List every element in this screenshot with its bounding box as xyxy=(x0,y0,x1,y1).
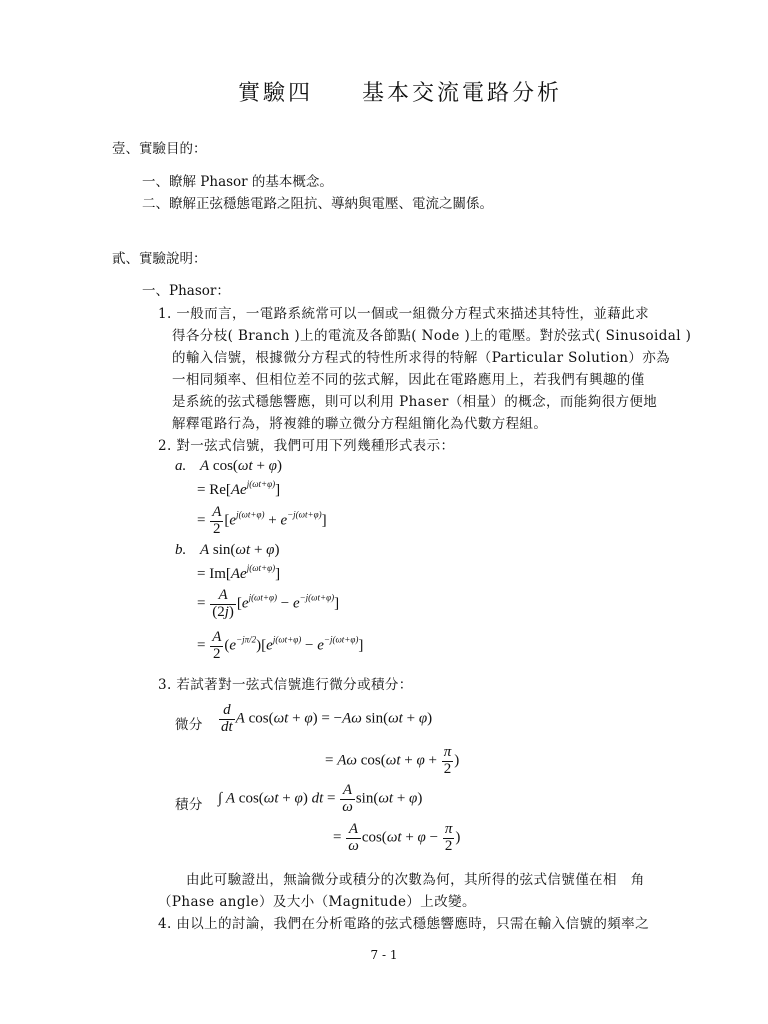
subsection-heading-phasor: 一、Phasor： xyxy=(142,283,230,299)
paragraph-2: 2. 對一弦式信號，我們可用下列幾種形式表示： xyxy=(158,438,455,454)
paragraph-1-line: 的輸入信號，根據微分方程式的特性所求得的特解（Particular Solution）亦為 xyxy=(172,350,671,366)
paragraph-1-line: 得各分枝( Branch )上的電流及各節點( Node )上的電壓。對於弦式( Sinusoidal ) xyxy=(172,328,692,344)
objective-item-2: 二、瞭解正弦穩態電路之阻抗、導納與電壓、電流之關係。 xyxy=(142,196,493,212)
int-label: 積分 xyxy=(175,797,203,813)
int-formula: ∫ A cos(ωt + φ) dt = $\frac{A}{\omega}$ sin(ωt + φ) xyxy=(218,782,423,815)
formula-b-im: = $Im[Ae^{j(\omega t+\varphi)}]$ xyxy=(197,563,281,582)
formula-b-phasor: = $\frac{A}{2}$ $(e^{-j\pi/2})[e^{j(\omega t+\varphi)} - e^{-j(\omega t+\varphi)}]$ xyxy=(197,629,364,662)
paragraph-1-line: 1. 一般而言，一電路系統常可以一個或一組微分方程式來描述其特性，並藉此求 xyxy=(158,306,649,322)
diff-result: = Aω cos(ωt + φ + $\frac{\pi}{2}$ ) xyxy=(325,744,460,777)
formula-a-re: = $Re[Ae^{j(\omega t+\varphi)}]$ xyxy=(197,479,281,498)
section-heading-objectives: 壹、實驗目的： xyxy=(112,141,207,157)
int-result: = $\frac{A}{\omega}$ cos(ωt + φ − $\frac{\pi}{2}$ ) xyxy=(333,821,461,854)
formula-b-expr: A sin(ωt + φ) xyxy=(200,542,280,558)
formula-a-label: a. xyxy=(175,458,187,474)
experiment-title: 基本交流電路分析 xyxy=(362,81,563,106)
paragraph-4: 4. 由以上的討論，我們在分析電路的弦式穩態響應時，只需在輸入信號的頻率之 xyxy=(158,916,649,932)
formula-b-expand: = $\frac{A}{(2j)}$ $[e^{j(\omega t+\varphi)} - e^{-j(\omega t+\varphi)}]$ xyxy=(197,587,340,620)
formula-b-label: b. xyxy=(175,542,187,558)
objective-item-1: 一、瞭解 Phasor 的基本概念。 xyxy=(142,174,333,190)
paragraph-1-line: 一相同頻率、但相位差不同的弦式解，因此在電路應用上，若我們有興趣的僅 xyxy=(172,372,645,388)
diff-label: 微分 xyxy=(175,717,203,733)
page-number: 7 - 1 xyxy=(370,948,398,962)
experiment-number: 實驗四 xyxy=(238,81,314,106)
conclusion-line: （Phase angle）及大小（Magnitude）上改變。 xyxy=(158,894,476,910)
paragraph-3: 3. 若試著對一弦式信號進行微分或積分： xyxy=(158,677,413,693)
conclusion-line: 由此可驗證出，無論微分或積分的次數為何，其所得的弦式信號僅在相 角 xyxy=(186,872,645,888)
paragraph-1-line: 是系統的弦式穩態響應，則可以利用 Phaser（相量）的概念，而能夠很方便地 xyxy=(172,394,658,410)
section-heading-explanation: 貳、實驗說明： xyxy=(112,251,207,267)
diff-formula: $\frac{d}{dt}$ A cos(ωt + φ) = −Aω sin(ωt + φ) xyxy=(221,702,433,735)
formula-a-expand: = $\frac{A}{2}$ $[e^{j(\omega t+\varphi)} + e^{-j(\omega t+\varphi)}]$ xyxy=(197,504,327,537)
paragraph-1-line: 解釋電路行為，將複雜的聯立微分方程組簡化為代數方程組。 xyxy=(172,416,548,432)
formula-a-expr: A cos(ωt + φ) xyxy=(200,458,282,474)
